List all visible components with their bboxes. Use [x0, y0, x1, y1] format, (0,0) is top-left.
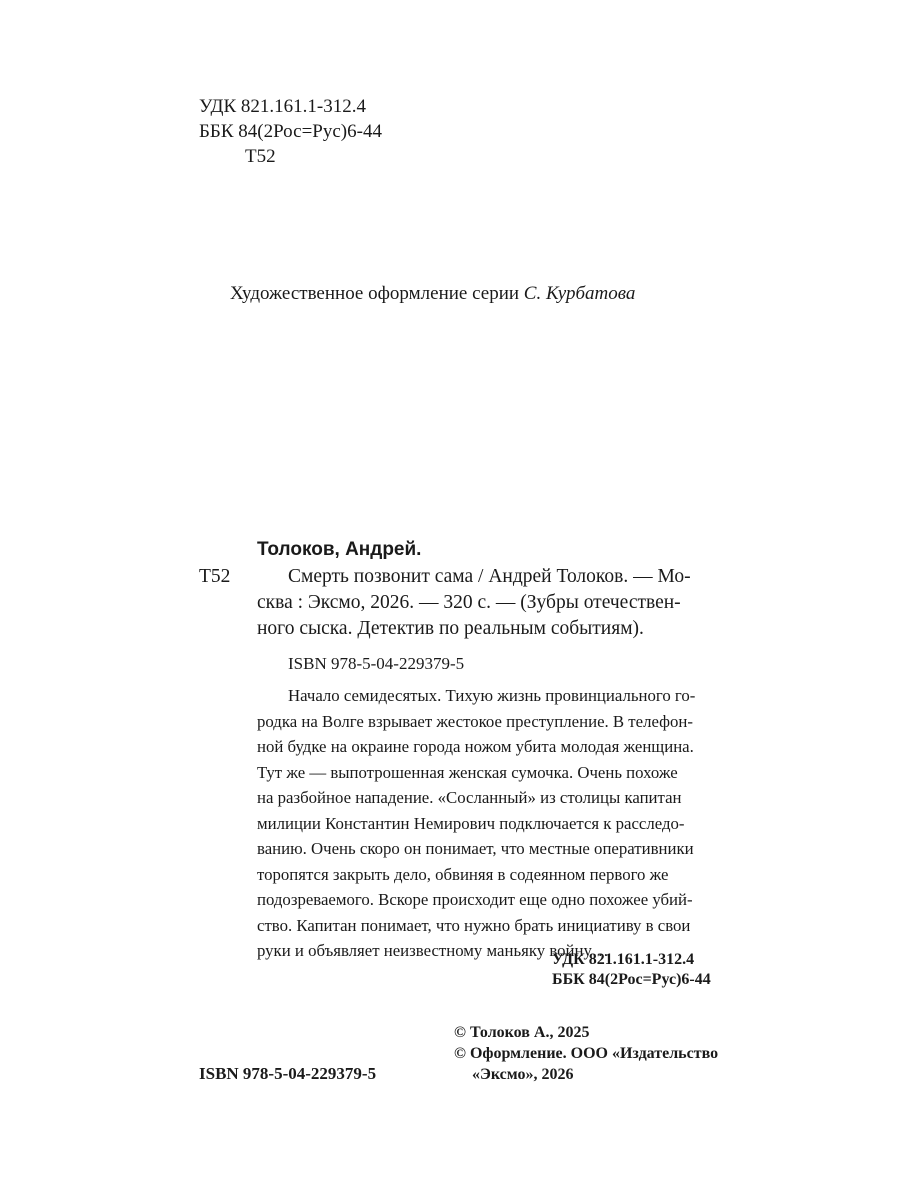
- copyright-author: © Толоков А., 2025: [454, 1024, 590, 1041]
- series-design-prefix: Художественное оформление серии: [230, 283, 520, 304]
- annotation-line: на разбойное нападение. «Сосланный» из столицы капитан: [257, 788, 682, 807]
- annotation-line: милиции Константин Немирович подключается к расследо-: [257, 813, 685, 833]
- annotation-line: ванию. Очень скоро он понимает, что местные оперативники: [257, 839, 694, 858]
- series-design-credit: [230, 283, 635, 305]
- annotation-line: Начало семидесятых. Тихую жизнь провинциального го-: [288, 686, 696, 705]
- copyright-design: © Оформление. ООО «Издательство: [454, 1045, 719, 1062]
- bbk-code-bottom: ББК 84(2Рос=Рус)6-44: [552, 971, 711, 988]
- series-designer-name: С. Курбатова: [523, 283, 636, 304]
- author-sign: Т52: [199, 566, 231, 587]
- annotation-line: подозреваемого. Вскоре происходит еще одно похожее убий-: [257, 890, 693, 909]
- description-line: Смерть позвонит сама / Андрей Толоков. — Мо-: [288, 566, 691, 587]
- annotation-line: руки и объявляет неизвестному маньяку войну…: [257, 941, 609, 960]
- copyright-design-cont: «Эксмо», 2026: [472, 1066, 574, 1083]
- annotation-line: ство. Капитан понимает, что нужно брать инициативу в свои: [257, 915, 691, 935]
- author-heading: Толоков, Андрей.: [257, 539, 422, 560]
- annotation-line: родка на Волге взрывает жестокое преступление. В телефон-: [257, 711, 693, 731]
- bbk-code-top: ББК 84(2Рос=Рус)6-44: [199, 121, 382, 142]
- udk-code-top: УДК 821.161.1-312.4: [199, 96, 366, 117]
- annotation-line: Тут же — выпотрошенная женская сумочка. Очень похоже: [257, 762, 678, 782]
- author-sign-top: Т52: [245, 146, 276, 167]
- annotation-line: торопятся закрыть дело, обвиняя в содеянном первого же: [257, 864, 669, 884]
- isbn-bottom: ISBN 978-5-04-229379-5: [199, 1064, 377, 1083]
- isbn-record: ISBN 978-5-04-229379-5: [288, 654, 465, 673]
- annotation-line: ной будке на окраине города ножом убита молодая женщина.: [257, 737, 694, 756]
- description-line: ного сыска. Детектив по реальным событиям).: [257, 618, 644, 639]
- description-line: сква : Эксмо, 2026. — 320 с. — (Зубры отечествен-: [257, 592, 681, 613]
- udk-code-bottom: УДК 821.161.1-312.4: [552, 951, 695, 968]
